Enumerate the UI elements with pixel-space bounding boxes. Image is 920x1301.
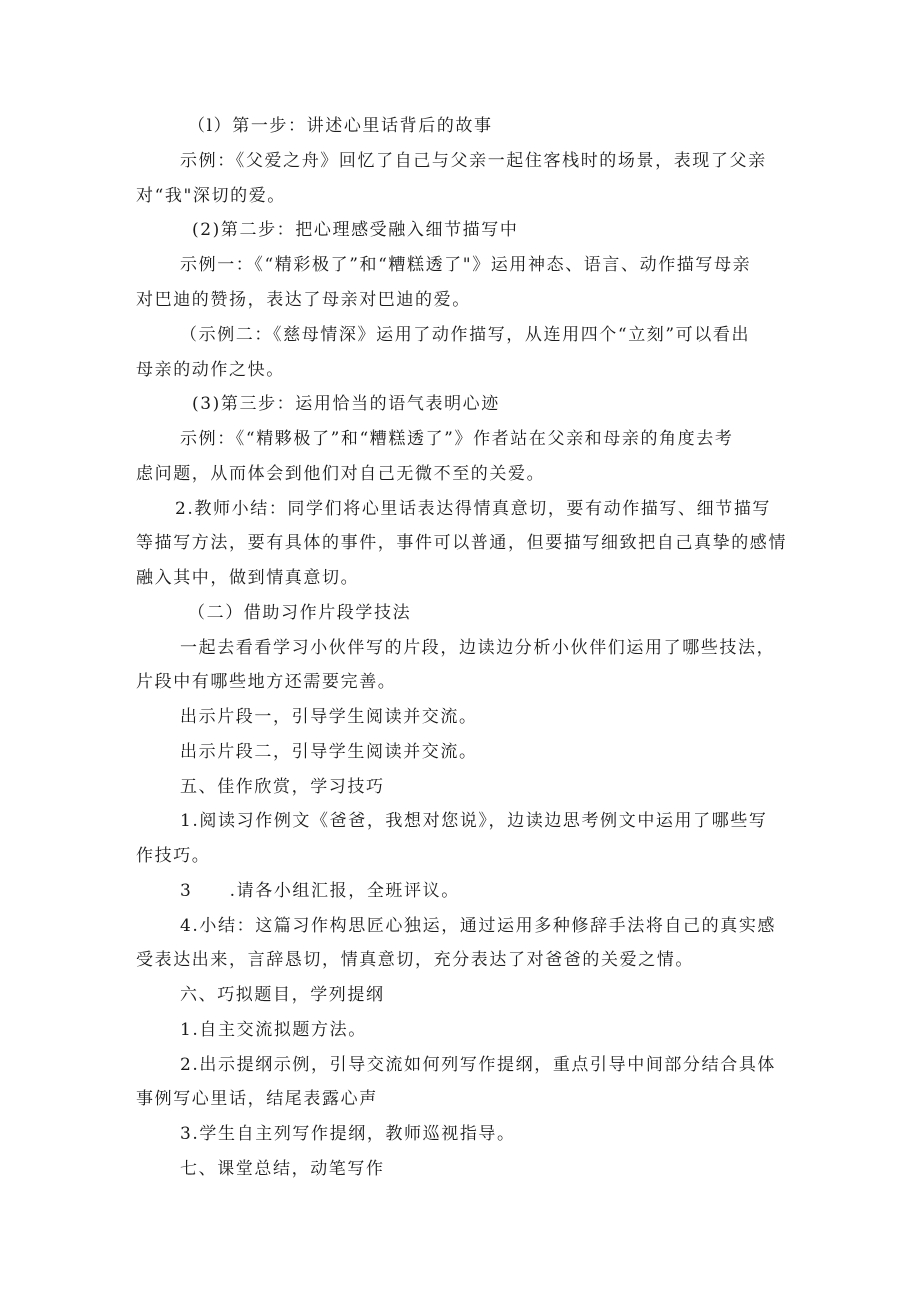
- body-paragraph-line: 一起去看看学习小伙伴写的片段，边读边分析小伙伴们运用了哪些技法，: [180, 638, 776, 658]
- example-paragraph-line: 对“我"深切的爱。: [136, 186, 286, 206]
- section-heading: 七、课堂总结，动笔写作: [180, 1159, 385, 1179]
- step-3-heading: (3)第三步：运用恰当的语气表明心迹: [192, 394, 500, 414]
- section-heading: 六、巧拟题目，学列提纲: [180, 985, 385, 1005]
- list-item-line: 受表达出来，言辞恳切，情真意切，充分表达了对爸爸的关爱之情。: [136, 950, 694, 970]
- step-1-heading: （l）第一步：讲述心里话背后的故事: [188, 116, 493, 136]
- body-paragraph-line: 片段中有哪些地方还需要完善。: [136, 672, 397, 692]
- list-item-line: 作技巧。: [136, 846, 211, 866]
- section-heading: （二）借助习作片段学技法: [188, 603, 412, 623]
- example-paragraph-line: 虑问题，从而体会到他们对自己无微不至的关爱。: [136, 464, 546, 484]
- example-paragraph-line: 示例：《“精夥极了”和“糟糕透了”》作者站在父亲和母亲的角度去考: [180, 429, 734, 449]
- list-item-line: 1.阅读习作例文《爸爸，我想对您说》，边读边思考例文中运用了哪些写: [180, 811, 768, 831]
- list-item-line: 3.学生自主列写作提纲，教师巡视指导。: [180, 1124, 516, 1144]
- example-paragraph-line: 示例一：《“精彩极了”和“糟糕透了"》运用神态、语言、动作描写母亲: [180, 255, 752, 275]
- teacher-summary-line: 等描写方法，要有具体的事件，事件可以普通，但要描写细致把自己真挚的感情: [136, 533, 787, 553]
- list-item-line: 事例写心里话，结尾表露心声: [136, 1089, 378, 1109]
- example-paragraph-line: （示例二：《慈母情深》运用了动作描写，从连用四个“立刻”可以看出: [180, 325, 751, 345]
- section-heading: 五、佳作欣赏，学习技巧: [180, 777, 385, 797]
- body-paragraph-line: 出示片段二，引导学生阅读并交流。: [180, 742, 478, 762]
- example-paragraph-line: 母亲的动作之快。: [136, 360, 285, 380]
- body-paragraph-line: 出示片段一，引导学生阅读并交流。: [180, 707, 478, 727]
- example-paragraph-line: 对巴迪的赞扬，表达了母亲对巴迪的爱。: [136, 290, 471, 310]
- list-item-line: 4.小结：这篇习作构思匠心独运，通过运用多种修辞手法将自己的真实感: [180, 916, 777, 936]
- teacher-summary-line: 2.教师小结：同学们将心里话表达得情真意切，要有动作描写、细节描写: [175, 499, 772, 519]
- list-item-line: 3 .请各小组汇报，全班评议。: [180, 881, 460, 901]
- list-item-line: 2.出示提纲示例，引导交流如何列写作提纲，重点引导中间部分结合具体: [180, 1055, 777, 1075]
- list-item-line: 1.自主交流拟题方法。: [180, 1020, 367, 1040]
- teacher-summary-line: 融入其中，做到情真意切。: [136, 568, 360, 588]
- step-2-heading: (2)第二步：把心理感受融入细节描写中: [192, 220, 519, 240]
- example-paragraph-line: 示例：《父爱之舟》回忆了自己与父亲一起住客栈时的场景，表现了父亲: [180, 151, 767, 171]
